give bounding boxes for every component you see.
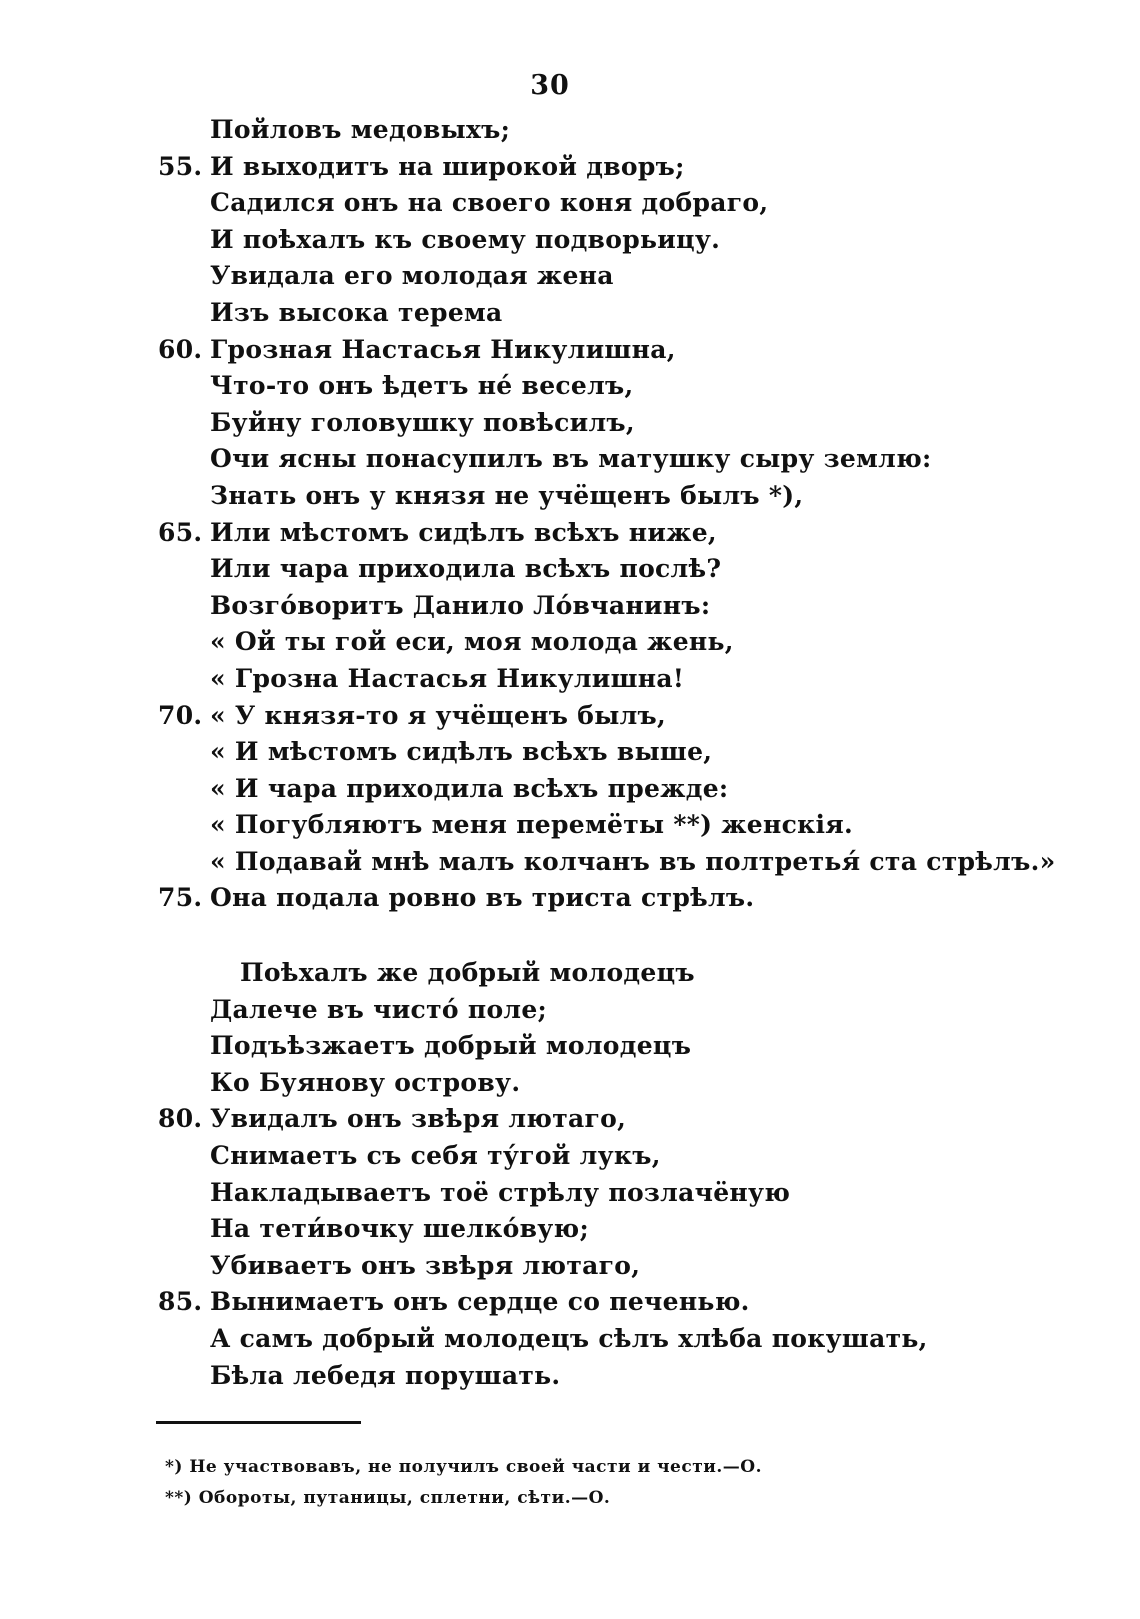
verse-line — [0, 588, 1140, 625]
verse-line — [0, 478, 1140, 515]
verse-text: Далече въ чисто́ поле; — [210, 994, 548, 1024]
verse-text: Знать онъ у князя не учёщенъ былъ *), — [210, 480, 804, 510]
line-number: 75. — [158, 883, 203, 913]
verse-line — [0, 1101, 1140, 1138]
verse-line — [0, 698, 1140, 735]
verse-text: На тети́вочку шелко́вую; — [210, 1214, 590, 1244]
verse-text: « Погубляютъ меня перемёты **) женскія. — [210, 810, 854, 840]
verse-line — [0, 734, 1140, 771]
verse-text: Бѣла лебедя порушать. — [210, 1360, 561, 1390]
verse-text: И выходитъ на широкой дворъ; — [210, 151, 685, 181]
verse-text: « И мѣстомъ сидѣлъ всѣхъ выше, — [210, 737, 713, 767]
verse-text: Что-то онъ ѣдетъ не́ веселъ, — [210, 371, 634, 401]
verse-line — [0, 844, 1140, 881]
verse-line — [0, 185, 1140, 222]
verse-line — [0, 992, 1140, 1029]
verse-text: Изъ высока терема — [210, 297, 503, 327]
verse-text: Подъѣзжаетъ добрый молодецъ — [210, 1031, 692, 1061]
verse-line — [0, 1284, 1140, 1321]
line-number: 85. — [158, 1287, 203, 1317]
page-number: 30 — [530, 70, 570, 101]
verse-text: Увидала его молодая жена — [210, 261, 614, 291]
verse-line — [0, 1358, 1140, 1395]
line-number: 60. — [158, 334, 203, 364]
verse-text: « Ой ты гой еси, моя молода жень, — [210, 627, 734, 657]
verse-text: Грозная Настасья Никулишна, — [210, 334, 676, 364]
line-number: 65. — [158, 517, 203, 547]
verse-line — [0, 1175, 1140, 1212]
verse-line — [0, 149, 1140, 186]
verse-line — [0, 624, 1140, 661]
verse-line — [0, 807, 1140, 844]
verse-text: Вынимаетъ онъ сердце со печенью. — [210, 1287, 750, 1317]
verse-text: Поѣхалъ же добрый молодецъ — [240, 958, 695, 987]
verse-line — [0, 441, 1140, 478]
verse-text: Убиваетъ онъ звѣря лютаго, — [210, 1250, 641, 1280]
verse-line — [0, 515, 1140, 552]
stanza-1 — [0, 112, 1140, 917]
verse-line — [0, 955, 1140, 992]
verse-line — [0, 551, 1140, 588]
verse-text: « Подавай мнѣ малъ колчанъ въ полтретья́ ста стрѣлъ.» — [210, 846, 1056, 876]
verse-line — [0, 1028, 1140, 1065]
verse-text: Накладываетъ тоё стрѣлу позлачёную — [210, 1177, 791, 1207]
verse-text: Увидалъ онъ звѣря лютаго, — [210, 1104, 627, 1134]
verse-text: Снимаетъ съ себя ту́гой лукъ, — [210, 1140, 661, 1170]
verse-line — [0, 222, 1140, 259]
footnote: **) Обороты, путаницы, сплетни, сѣти.—О. — [165, 1488, 611, 1508]
verse-text: Буйну головушку повѣсилъ, — [210, 407, 635, 437]
verse-text: И поѣхалъ къ своему подворьицу. — [210, 224, 721, 254]
verse-text: Пойловъ медовыхъ; — [210, 115, 511, 144]
verse-line — [0, 332, 1140, 369]
verse-text: Или мѣстомъ сидѣлъ всѣхъ ниже, — [210, 517, 717, 547]
stanza-2 — [0, 955, 1140, 1394]
verse-text: Садился онъ на своего коня добраго, — [210, 188, 769, 218]
verse-line — [0, 880, 1140, 917]
verse-text: « Грозна Настасья Никулишна! — [210, 663, 685, 693]
verse-text: « У князя-то я учёщенъ былъ, — [210, 700, 666, 730]
verse-text: Ко Буянову острову. — [210, 1067, 521, 1097]
verse-line — [0, 405, 1140, 442]
verse-line — [0, 368, 1140, 405]
footnote: *) Не участвовавъ, не получилъ своей части и чести.—О. — [165, 1457, 763, 1477]
line-number: 80. — [158, 1104, 203, 1134]
verse-line — [0, 771, 1140, 808]
verse-text: « И чара приходила всѣхъ прежде: — [210, 773, 729, 803]
verse-line — [0, 1321, 1140, 1358]
verse-line — [0, 112, 1140, 149]
verse-line — [0, 1138, 1140, 1175]
footnotes — [165, 1452, 1065, 1514]
verse-line — [0, 295, 1140, 332]
verse-line — [0, 661, 1140, 698]
verse-text: А самъ добрый молодецъ сѣлъ хлѣба покушать, — [210, 1323, 928, 1353]
verse-text: Или чара приходила всѣхъ послѣ? — [210, 554, 722, 584]
verse-line — [0, 1065, 1140, 1102]
line-number: 55. — [158, 151, 203, 181]
verse-text: Она подала ровно въ триста стрѣлъ. — [210, 883, 755, 913]
verse-text: Очи ясны понасупилъ въ матушку сыру землю: — [210, 444, 932, 474]
verse-line — [0, 258, 1140, 295]
footnote-divider — [156, 1421, 361, 1424]
verse-line — [0, 1211, 1140, 1248]
line-number: 70. — [158, 700, 203, 730]
verse-line — [0, 1248, 1140, 1285]
verse-text: Возго́воритъ Данило Ло́вчанинъ: — [210, 590, 711, 620]
